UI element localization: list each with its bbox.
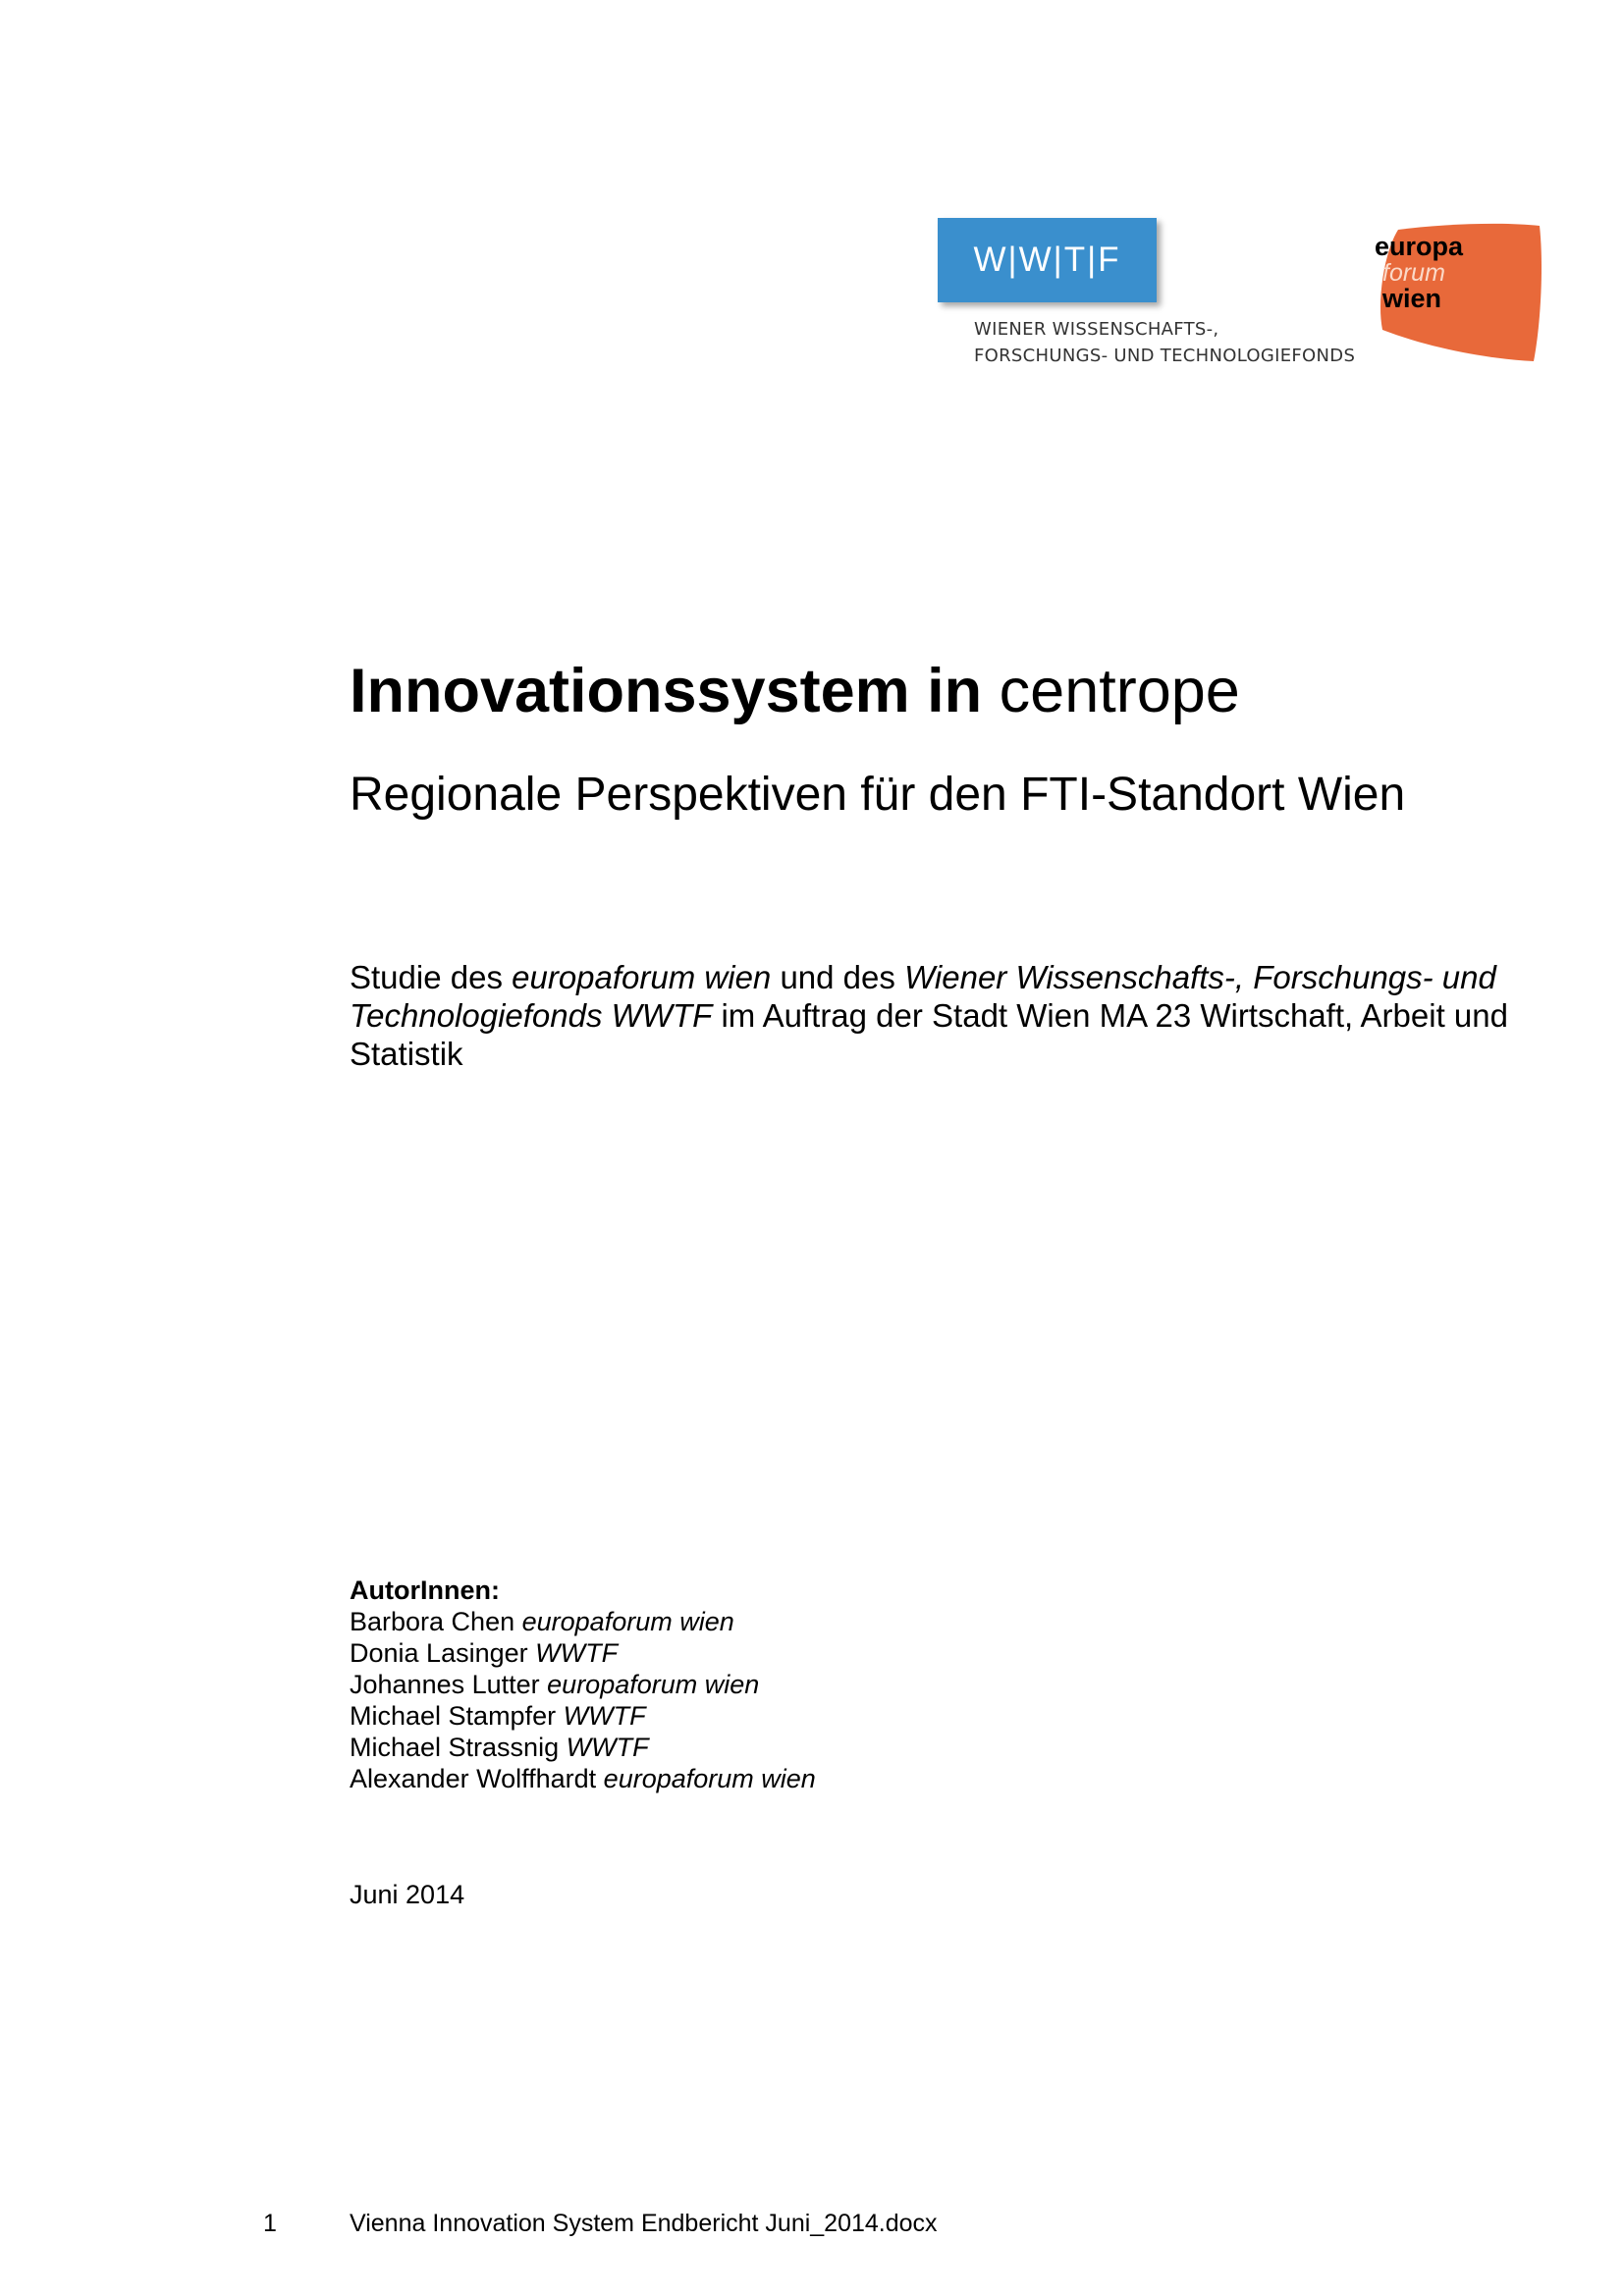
author-org: WWTF — [566, 1733, 649, 1762]
author-item — [350, 1732, 816, 1763]
author-name: Barbora Chen — [350, 1607, 515, 1636]
publication-date: Juni 2014 — [350, 1880, 465, 1909]
wwtf-logo-box — [938, 218, 1157, 302]
author-item — [350, 1763, 816, 1794]
author-item — [350, 1669, 816, 1700]
wwtf-logo-subtitle — [974, 316, 1355, 369]
wwtf-logo-line-2: FORSCHUNGS- UND TECHNOLOGIEFONDS — [974, 346, 1356, 366]
author-item — [350, 1700, 816, 1732]
study-org-europaforum: europaforum wien — [512, 959, 772, 995]
author-org: WWTF — [563, 1701, 646, 1731]
study-text-3: im Auftrag der Stadt Wien MA 23 Wirtschaft, Arbeit und Statistik — [350, 997, 1508, 1072]
author-org: europaforum wien — [603, 1764, 816, 1793]
wwtf-logo-line-1: WIENER WISSENSCHAFTS-, — [974, 319, 1219, 340]
study-org-wwtf: Wiener Wissenschafts-, Forschungs- und Technologiefonds WWTF — [350, 959, 1496, 1034]
document-subtitle: Regionale Perspektiven für den FTI-Standort Wien — [350, 769, 1406, 821]
europaforum-logo-line-2: forum — [1382, 259, 1445, 287]
europaforum-logo-line-1: europa — [1375, 232, 1464, 261]
europaforum-wien-logo — [1375, 222, 1543, 365]
study-description — [350, 958, 1508, 1073]
study-text-1: Studie des — [350, 959, 513, 995]
wwtf-logo — [938, 218, 1355, 369]
authors-heading: AutorInnen: — [350, 1575, 500, 1605]
study-text-2: und des — [771, 959, 905, 995]
author-name: Johannes Lutter — [350, 1670, 540, 1699]
authors-section — [350, 1575, 816, 1794]
document-title-bold: Innovationssystem in — [350, 657, 983, 725]
author-org: WWTF — [535, 1638, 619, 1668]
author-name: Alexander Wolffhardt — [350, 1764, 597, 1793]
page-number: 1 — [263, 2210, 277, 2237]
footer-file-name: Vienna Innovation System Endbericht Juni_2014.docx — [350, 2210, 938, 2237]
author-name: Michael Stampfer — [350, 1701, 557, 1731]
author-name: Michael Strassnig — [350, 1733, 560, 1762]
wwtf-logo-letters: W|W|T|F — [973, 240, 1121, 279]
author-org: europaforum wien — [547, 1670, 760, 1699]
document-title-regular: centrope — [999, 657, 1240, 725]
author-item — [350, 1606, 816, 1637]
europaforum-logo-line-3: wien — [1382, 284, 1442, 313]
author-name: Donia Lasinger — [350, 1638, 528, 1668]
document-title — [350, 652, 1240, 730]
author-org: europaforum wien — [521, 1607, 734, 1636]
author-item — [350, 1637, 816, 1669]
